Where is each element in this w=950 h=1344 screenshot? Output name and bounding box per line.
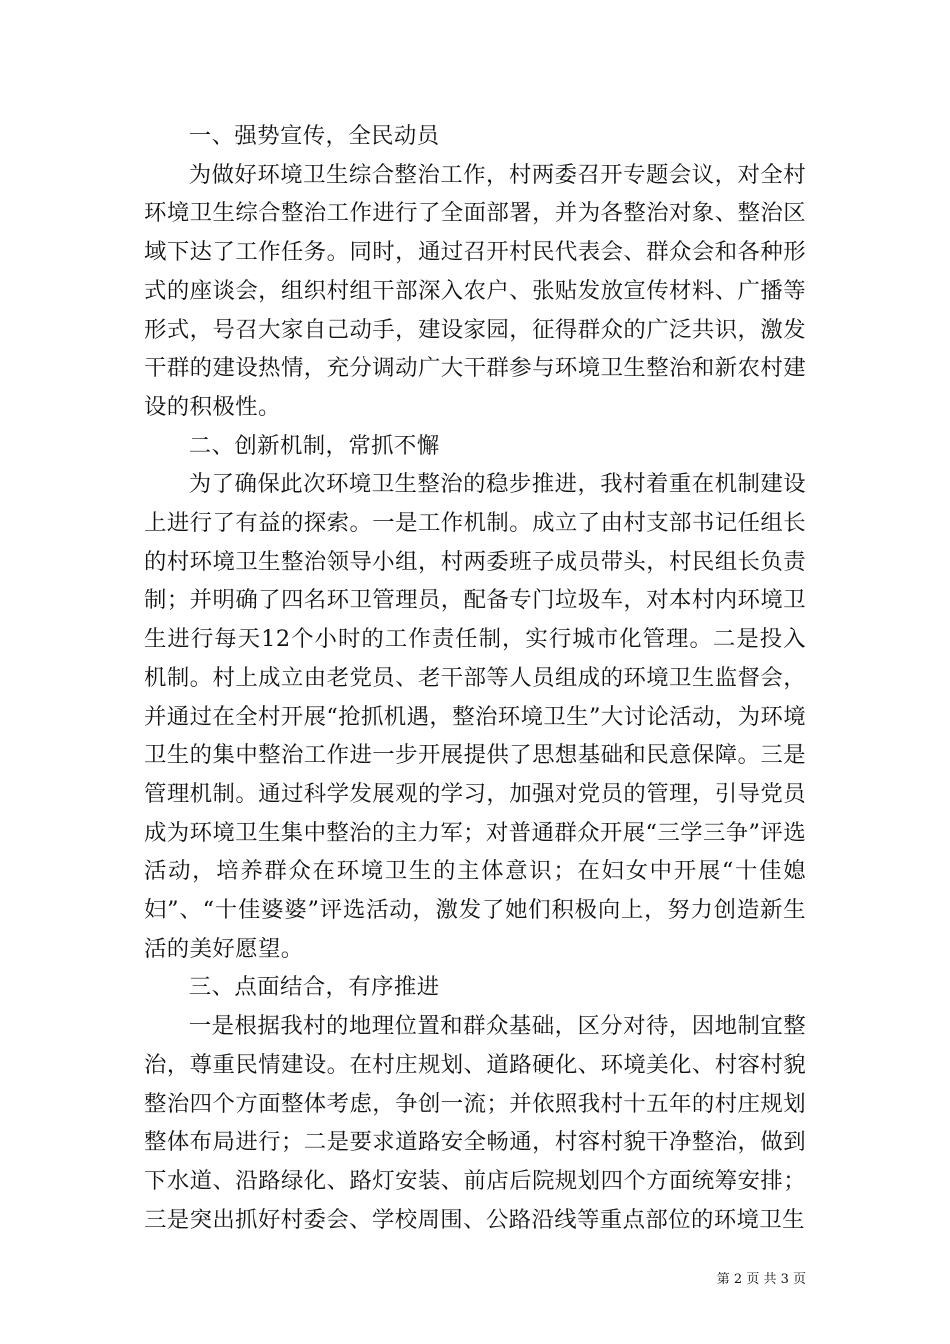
section-1-heading: 一、强势宣传，全民动员 bbox=[188, 123, 440, 149]
section-3-heading: 三、点面结合，有序推进 bbox=[188, 974, 440, 1001]
document-body bbox=[144, 117, 806, 1239]
section-1-paragraph: 为做好环境卫生综合整治工作，村两委召开专题会议，对全村环境卫生综合整治工作进行了全面部署，并为各整治对象、整治区域下达了工作任务。同时，通过召开村民代表会、群众会和各种形式的座谈会，组织村组干部深入农户、张贴发放宣传材料、广播等形式，号召大家自己动手，建设家园，征得群众的广泛共识，激发干群的建设热情，充分调动广大干群参与环境卫生整治和新农村建设的积极性。 bbox=[144, 161, 806, 420]
section-2-paragraph: 为了确保此次环境卫生整治的稳步推进，我村着重在机制建设上进行了有益的探索。一是工作机制。成立了由村支部书记任组长的村环境卫生整治领导小组，村两委班子成员带头，村民组长负责制；并明确了四名环卫管理员，配备专门垃圾车，对本村内环境卫生进行每天12个小时的工作责任制，实行城市化管理。二是投入机制。村上成立由老党员、老干部等人员组成的环境卫生监督会，并通过在全村开展“抢抓机遇，整治环境卫生”大讨论活动，为环境卫生的集中整治工作进一步开展提供了思想基础和民意保障。三是管理机制。通过科学发展观的学习，加强对党员的管理，引导党员成为环境卫生集中整治的主力军；对普通群众开展“三学三争”评选活动，培养群众在环境卫生的主体意识；在妇女中开展“十佳媳妇”、“十佳婆婆”评选活动，激发了她们积极向上，努力创造新生活的美好愿望。 bbox=[144, 471, 806, 962]
section-2-heading: 二、创新机制，常抓不懈 bbox=[188, 432, 440, 459]
section-3-paragraph: 一是根据我村的地理位置和群众基础，区分对待，因地制宜整治，尊重民情建设。在村庄规划、道路硬化、环境美化、村容村貌整治四个方面整体考虑，争创一流；并依照我村十五年的村庄规划整体布局进行；二是要求道路安全畅通，村容村貌干净整治，做到下水道、沿路绿化、路灯安装、前店后院规划四个方面统筹安排；三是突出抓好村委会、学校周围、公路沿线等重点部位的环境卫生 bbox=[144, 1013, 806, 1233]
page-number-footer: 第 2 页 共 3 页 bbox=[716, 1272, 806, 1287]
